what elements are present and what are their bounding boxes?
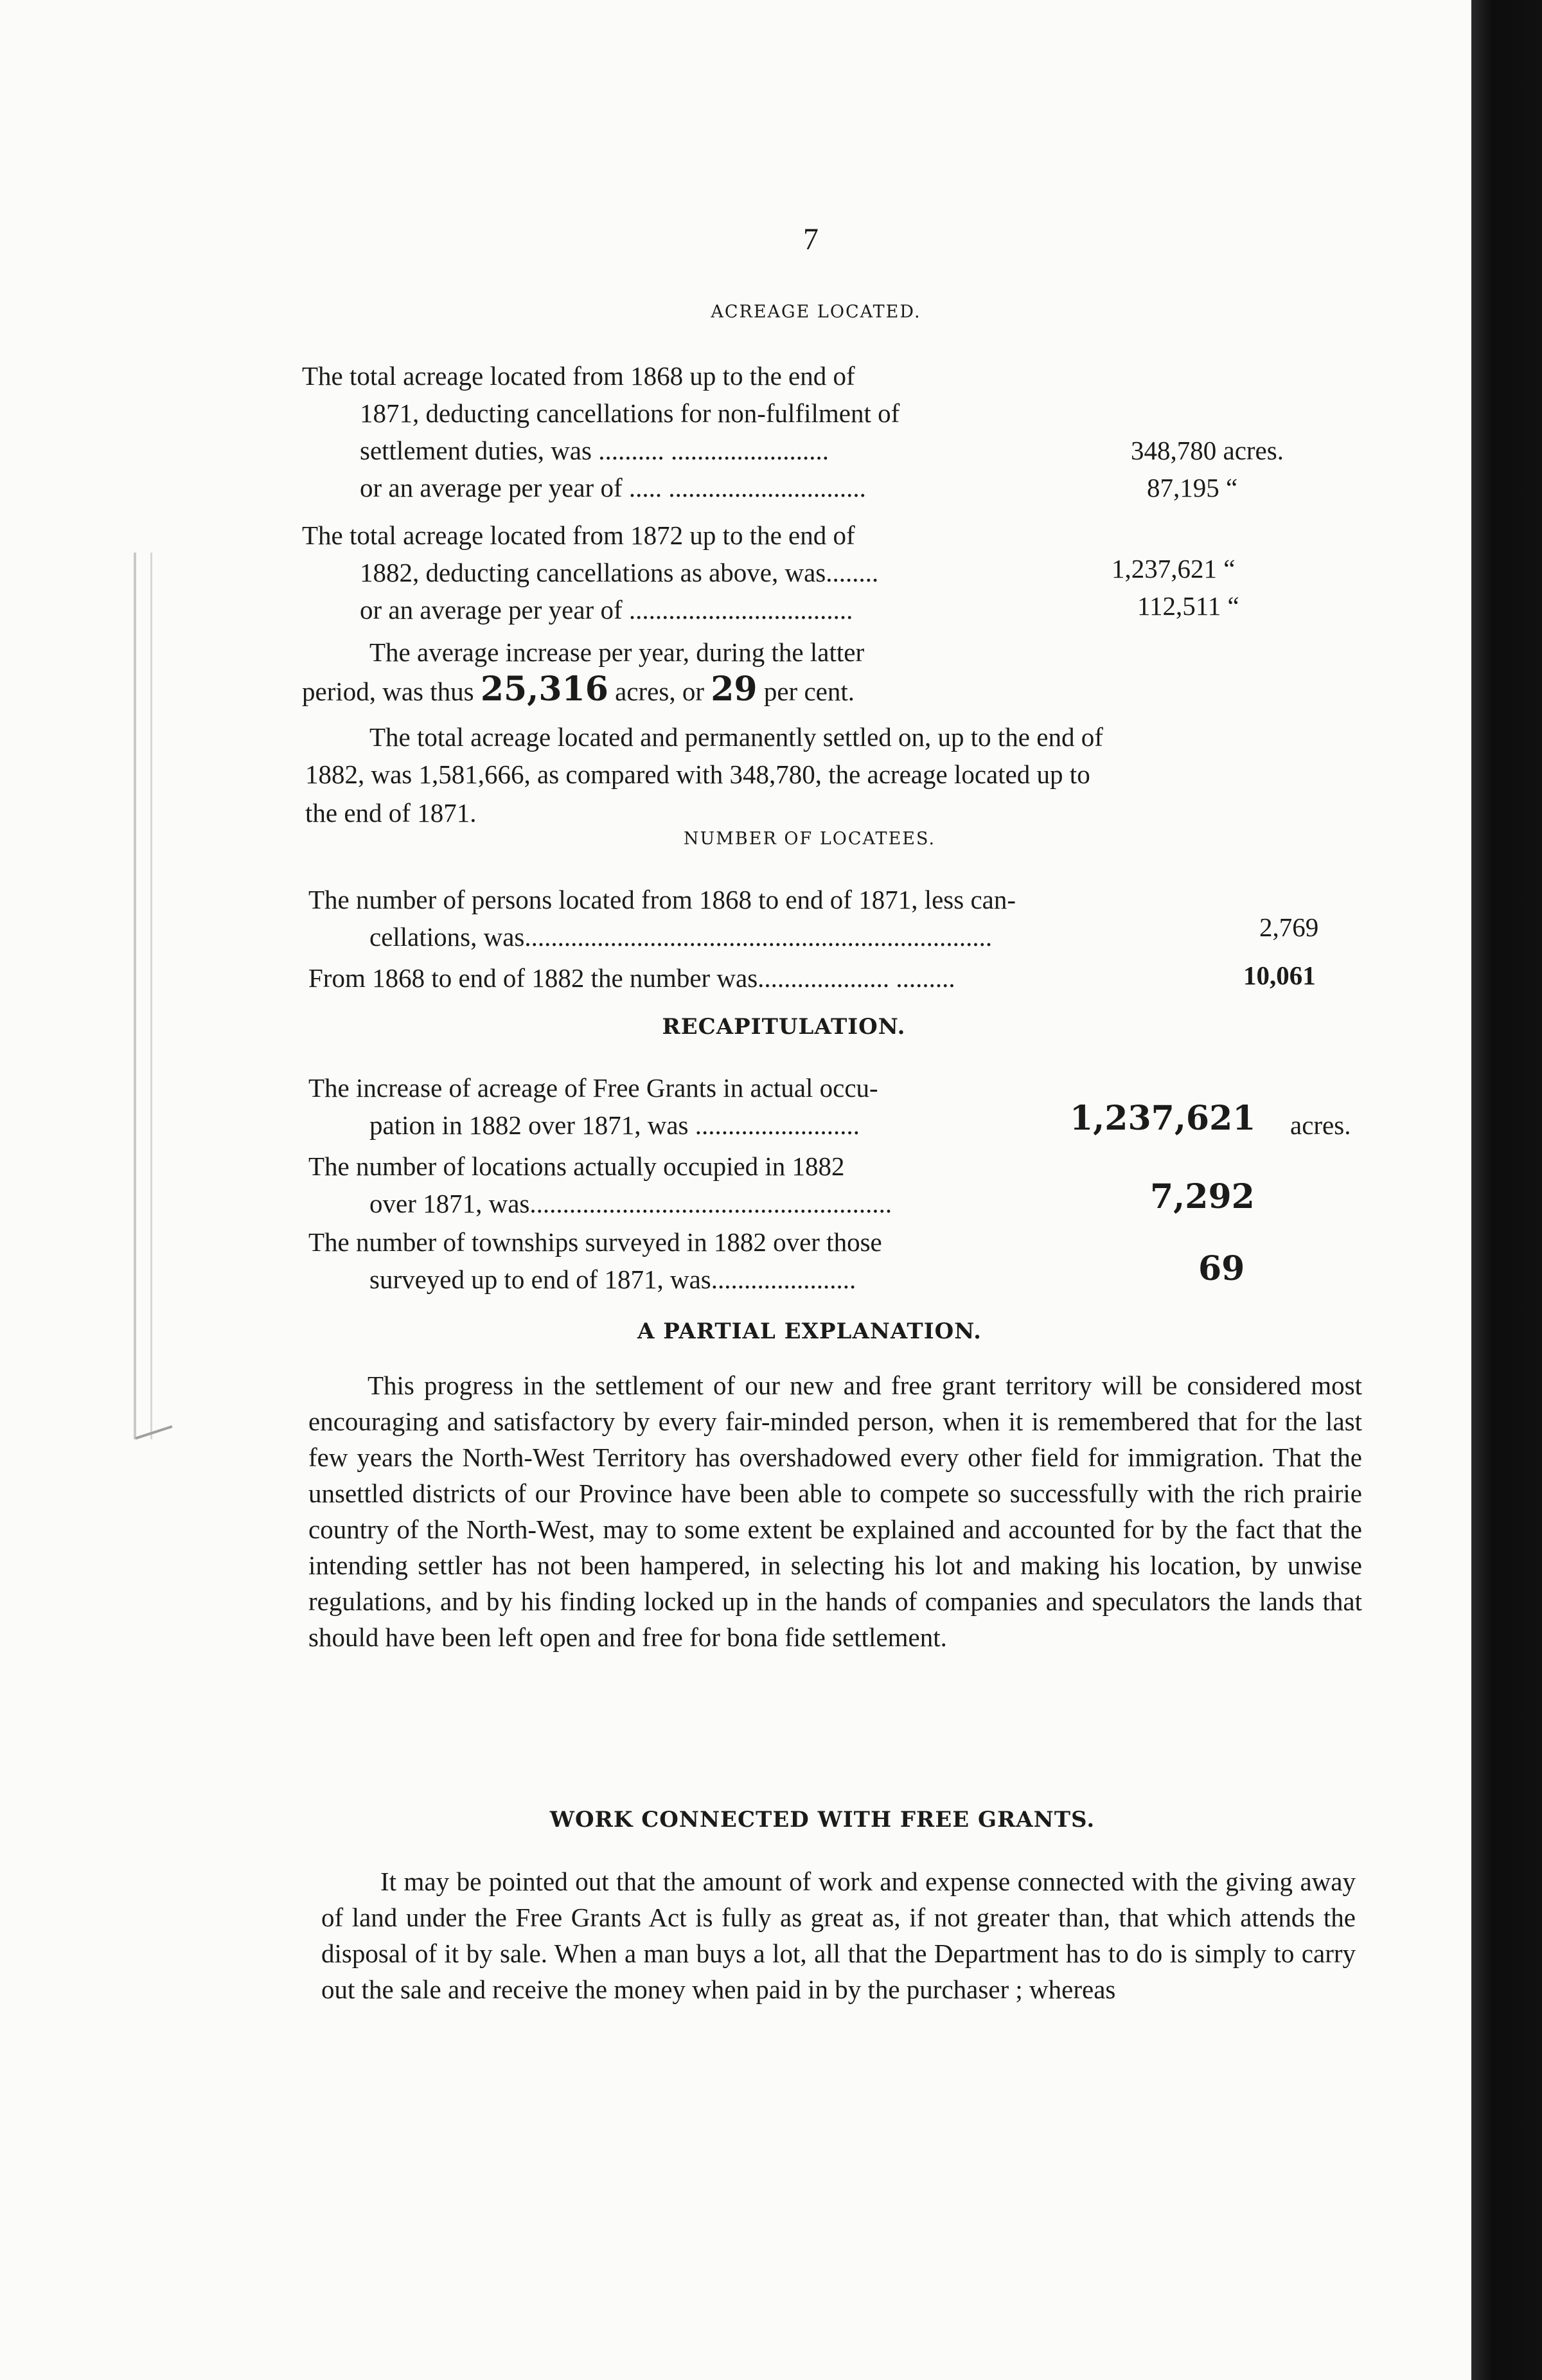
acreage-line-12: the end of 1871. xyxy=(305,798,477,828)
recap-value-townships: 69 xyxy=(1198,1249,1245,1288)
acreage-line-9-text: period, was thus xyxy=(302,677,481,706)
acreage-line-11: 1882, was 1,581,666, as compared with 348,780, the acreage located up to xyxy=(305,759,1090,789)
section-heading-locatees: NUMBER OF LOCATEES. xyxy=(683,829,936,849)
page-number: 7 xyxy=(803,222,819,256)
recap-line-3: The number of locations actually occupied in 1882 xyxy=(308,1151,845,1181)
recap-line-4: over 1871, was....................................................... xyxy=(369,1189,892,1218)
acreage-value-average-1871: 87,195 “ xyxy=(1147,473,1238,502)
recap-value-locations: 7,292 xyxy=(1150,1177,1255,1216)
recap-line-1: The increase of acreage of Free Grants in actual occu- xyxy=(308,1073,878,1103)
recap-line-6: surveyed up to end of 1871, was...................... xyxy=(369,1265,856,1294)
acreage-value-average-1882: 112,511 “ xyxy=(1137,591,1239,621)
acreage-line-6: 1882, deducting cancellations as above, was........ xyxy=(360,558,879,587)
acreage-line-9-text-3: per cent. xyxy=(757,677,855,706)
locatees-line-1: The number of persons located from 1868 to end of 1871, less can- xyxy=(308,885,1016,914)
recap-line-2: pation in 1882 over 1871, was ......................... xyxy=(369,1110,860,1140)
acreage-line-8: The average increase per year, during the latter xyxy=(369,637,865,667)
scan-edge-shadow xyxy=(1471,0,1542,2380)
section-heading-work: WORK CONNECTED WITH FREE GRANTS. xyxy=(549,1807,1095,1833)
acreage-value-total-1882: 1,237,621 “ xyxy=(1112,554,1236,583)
binding-thread xyxy=(134,553,152,1439)
average-increase-acres: 25,316 xyxy=(480,670,608,709)
work-text: It may be pointed out that the amount of work and expense connected with the giving away of land under the Free Grants Act is fully as great as, if not greater than, that which attends the disposal of it by sale. When a man buys a lot, all that the Department has to do is simply to carry out the sale and receive the money when paid in by the purchaser ; whereas xyxy=(321,1867,1356,2004)
recap-unit-acres: acres. xyxy=(1290,1110,1351,1140)
acreage-line-5: The total acreage located from 1872 up to the end of xyxy=(302,520,855,550)
locatees-value-1882: 10,061 xyxy=(1243,961,1316,990)
explanation-paragraph xyxy=(308,1367,1362,1655)
average-increase-percent: 29 xyxy=(711,670,758,709)
locatees-line-2: cellations, was....................................................................... xyxy=(369,922,993,952)
acreage-line-9-text-2: acres, or xyxy=(608,677,711,706)
section-heading-acreage: ACREAGE LOCATED. xyxy=(711,302,921,322)
recap-line-5: The number of townships surveyed in 1882 over those xyxy=(308,1227,882,1257)
recap-value-acreage-increase: 1,237,621 xyxy=(1070,1099,1256,1138)
acreage-line-7: or an average per year of .................................. xyxy=(360,595,853,625)
work-paragraph xyxy=(321,1863,1356,2007)
acreage-line-3: settlement duties, was .......... ........................ xyxy=(360,436,829,465)
acreage-value-total-1871: 348,780 acres. xyxy=(1131,436,1284,465)
acreage-line-10: The total acreage located and permanently settled on, up to the end of xyxy=(369,722,1103,752)
section-heading-recapitulation: RECAPITULATION. xyxy=(662,1014,906,1040)
acreage-line-9 xyxy=(302,670,855,709)
locatees-value-1871: 2,769 xyxy=(1259,912,1319,942)
locatees-line-3: From 1868 to end of 1882 the number was.................... ......... xyxy=(308,963,955,993)
section-heading-explanation: A PARTIAL EXPLANATION. xyxy=(637,1319,982,1344)
explanation-text: This progress in the settlement of our new and free grant territory will be considered most encouraging and satisfactory by every fair-minded person, when it is remembered that for the last few years the North-West Territory has overshadowed every other field for immigration. That the unsettled districts of our Province have been able to compete so successfully with the rich prairie country of the North-West, may to some extent be explained and accounted for by the fact that the intending settler has not been hampered, in selecting his lot and making his location, by unwise regulations, and by his finding locked up in the hands of companies and speculators the lands that should have been left open and free for bona fide settlement. xyxy=(308,1371,1362,1652)
acreage-line-1: The total acreage located from 1868 up to the end of xyxy=(302,361,855,391)
acreage-line-2: 1871, deducting cancellations for non-fulfilment of xyxy=(360,398,900,428)
acreage-line-4: or an average per year of ..... .............................. xyxy=(360,473,866,502)
